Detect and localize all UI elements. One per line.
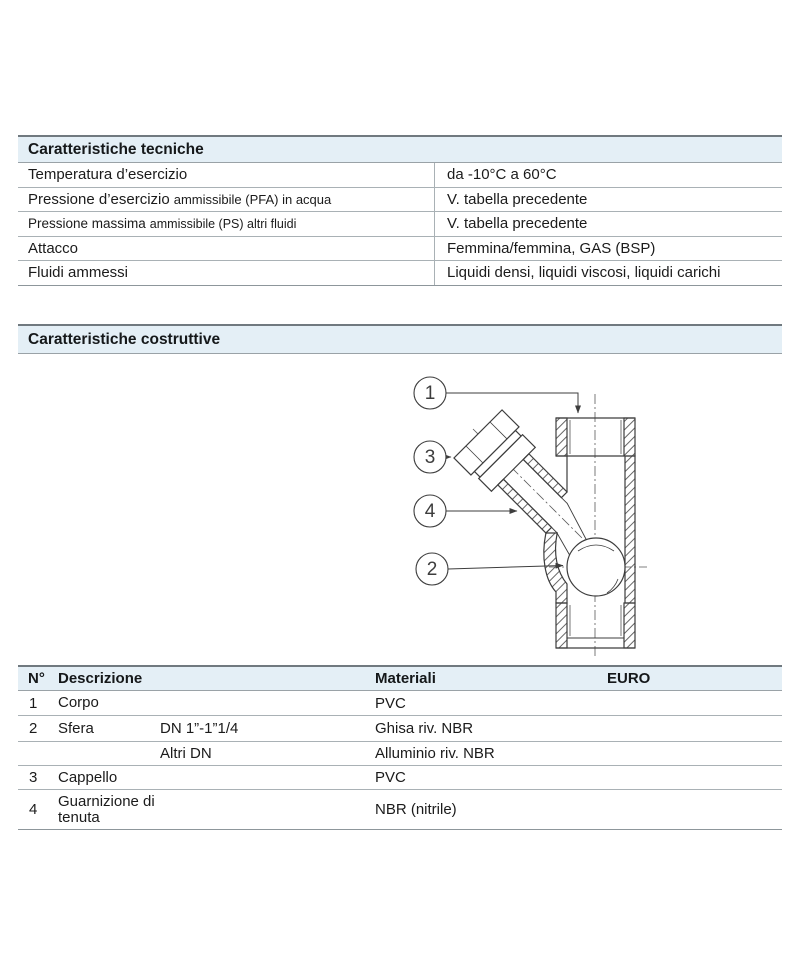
materials-table-header	[18, 665, 782, 691]
table-row	[18, 716, 782, 742]
row-label: Pressione massima	[28, 216, 146, 232]
table-row	[18, 261, 782, 286]
callout-3	[414, 441, 446, 473]
cell-materiale: PVC	[375, 694, 406, 712]
cell-materiale: Alluminio riv. NBR	[375, 745, 495, 762]
callout-4	[414, 495, 446, 527]
cell-num: 1	[29, 694, 38, 712]
table-row	[18, 742, 782, 766]
cell-descrizione: Sfera	[58, 719, 94, 737]
row-label-cell	[18, 261, 435, 285]
row-value: Liquidi densi, liquidi viscosi, liquidi carichi	[447, 264, 721, 282]
cell-descrizione: Corpo	[58, 694, 99, 711]
table-row	[18, 691, 782, 716]
body-right-wall	[625, 456, 635, 603]
cell-num: 4	[29, 801, 38, 818]
cell-materiale: PVC	[375, 769, 406, 786]
row-label: Temperatura d’esercizio	[28, 166, 188, 184]
section-title-tecniche: Caratteristiche tecniche	[28, 140, 204, 158]
header-materiali: Materiali	[375, 670, 436, 687]
cell-materiale: Ghisa riv. NBR	[375, 720, 474, 737]
body-lower-left	[544, 533, 567, 603]
row-value: Femmina/femmina, GAS (BSP)	[447, 239, 656, 257]
cell-num: 3	[29, 769, 38, 786]
header-num: N°	[28, 670, 45, 687]
row-value: V. tabella precedente	[447, 190, 588, 208]
cell-descrizione: Guarnizione di tenuta	[58, 792, 155, 826]
callout-1	[414, 377, 446, 409]
cell-descrizione: Cappello	[58, 768, 118, 786]
row-label: Fluidi ammessi	[28, 264, 129, 282]
header-euro: EURO	[607, 670, 651, 687]
row-label-cell	[18, 163, 435, 187]
row-label: Pressione d’esercizio	[28, 190, 170, 208]
cell-materiale: NBR (nitrile)	[375, 801, 457, 818]
cell-num: 2	[29, 720, 38, 737]
callout-3-number: 3	[424, 447, 436, 468]
cell-variant: Altri DN	[160, 745, 212, 762]
tech-table	[18, 163, 782, 286]
row-value: V. tabella precedente	[447, 215, 588, 233]
table-row	[18, 237, 782, 262]
callout-1-number: 1	[424, 383, 436, 404]
section-title-costruttive: Caratteristiche costruttive	[28, 330, 221, 348]
row-label-small: ammissibile (PS) altri fluidi	[149, 216, 297, 231]
row-label-cell	[18, 212, 435, 236]
header-descrizione: Descrizione	[58, 669, 143, 687]
table-row	[18, 188, 782, 213]
callout-2-number: 2	[426, 559, 438, 580]
callouts	[414, 377, 448, 585]
materials-table	[18, 691, 782, 830]
table-row	[18, 163, 782, 188]
row-value: da -10°C a 60°C	[447, 166, 557, 184]
valve-diagram	[393, 372, 675, 664]
cell-variant: DN 1”-1”1/4	[160, 720, 239, 737]
table-row	[18, 212, 782, 237]
row-label-cell	[18, 237, 435, 261]
bottom-port	[556, 603, 635, 648]
table-row	[18, 766, 782, 790]
ball	[567, 538, 625, 596]
callout-2	[416, 553, 448, 585]
top-port	[556, 418, 635, 456]
section-header-tecniche	[18, 135, 782, 163]
callout-4-number: 4	[424, 501, 436, 522]
row-label-small: ammissibile (PFA) in acqua	[173, 191, 332, 207]
row-label: Attacco	[28, 239, 79, 257]
section-header-costruttive	[18, 324, 782, 354]
row-label-cell	[18, 188, 435, 212]
valve-drawing-svg	[393, 372, 675, 664]
table-row	[18, 790, 782, 830]
